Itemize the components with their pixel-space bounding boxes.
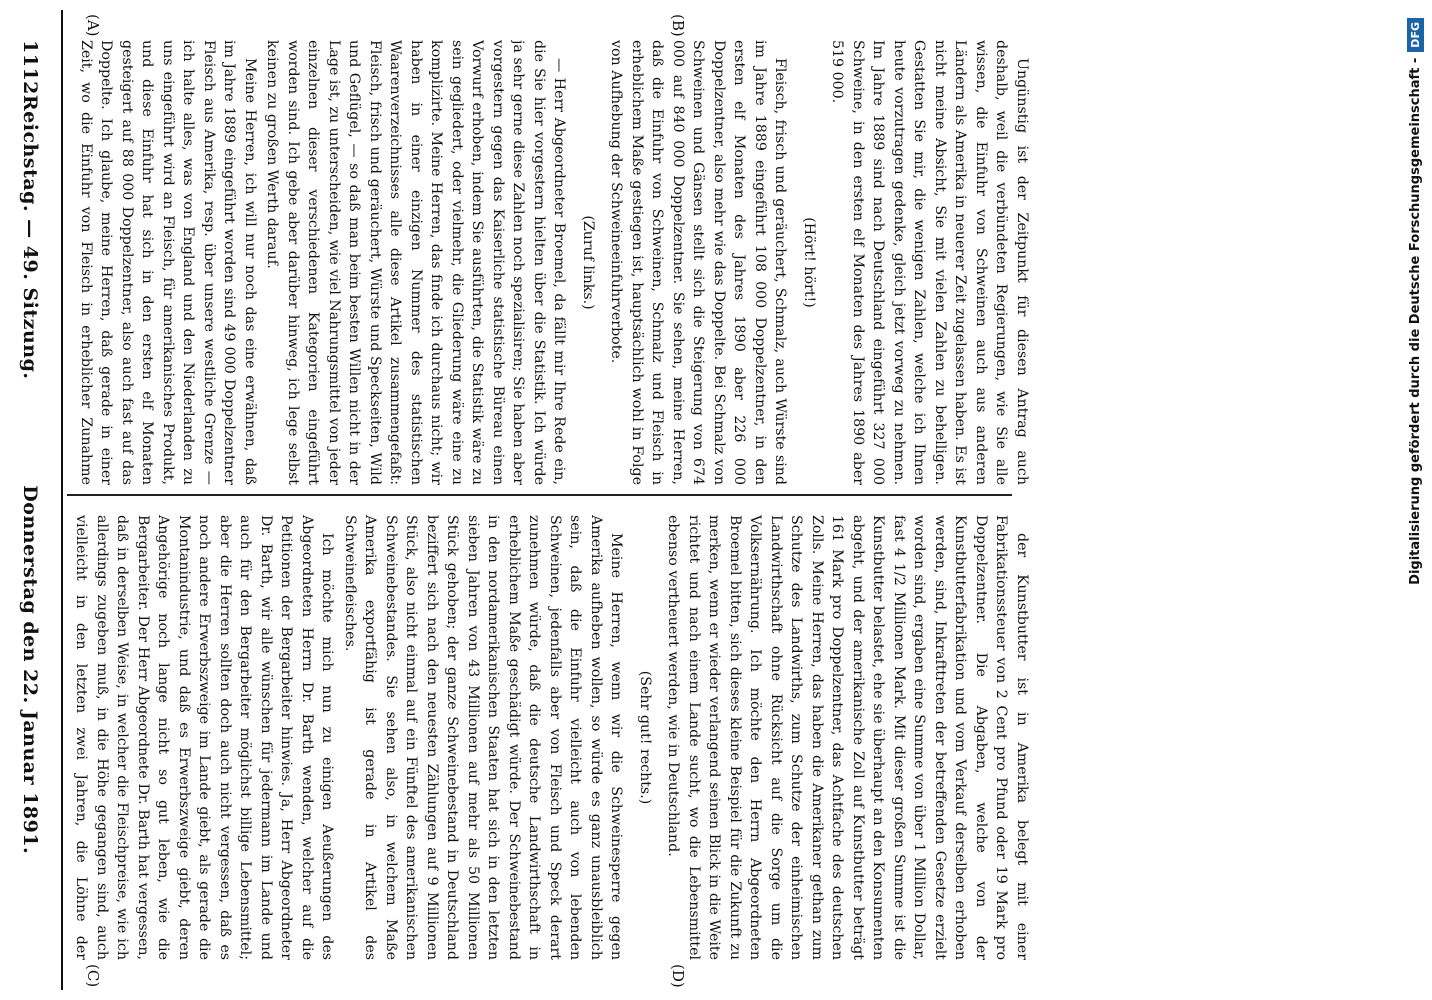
digitization-credit	[1398, 10, 1432, 990]
page-number: 1112	[19, 40, 41, 95]
right-column	[72, 515, 1032, 960]
dfg-logo: DFG	[1407, 18, 1424, 52]
column-divider	[67, 494, 1012, 496]
margin-marker-d: (D)	[669, 964, 687, 988]
interjection: (Zuruf links.)	[580, 215, 596, 310]
paragraph: Fleisch, frisch und geräuchert, Schmalz, auch Würste sind im Jahre 1889 eingeführt 108 000 Doppelzentner, in den ersten elf Monaten des Jahres 1890 aber 226 000 Doppelzentner, also mehr wie das Doppelte. Bei Schmalz von Schweinen und Gänsen stellt sich die Steigerung von 674 000 auf 840 000 Doppelzentner. Sie sehen, meine Herren, daß die Einfuhr von Schweinen, Schmalz und Fleisch in erheblichem Maße gestiegen ist, hauptsächlich wohl in Folge von Aufhebung der Schweineeinfuhrverbote.	[608, 40, 789, 485]
paragraph: Ich möchte mich nun zu einigen Aeußerungen des Abgeordneten Herrn Dr. Barth wenden, welcher auf die Petitionen der Bergarbeiter hinwies. Ja, Herr Abgeordneter Dr. Barth, wir alle wünschen für jedermann im Lande und auch für den Bergarbeiter möglichst billige Lebensmittel; aber die Herren sollten doch auch nicht vergessen, daß es noch andere Erwerbszweige im Lande giebt, als gerade die Montanindustrie, und daß es Erwerbszweige giebt, deren Angehörige noch lange nicht so gut leben, wie die Bergarbeiter. Der Herr Abgeordnete Dr. Barth hat vergessen, daß in derselben Weise, in welcher die Fleischpreise, wie ich allerdings zugeben muß, in die Höhe gegangen sind, auch vielleicht in den letzten zwei Jahren, die Löhne der	[73, 515, 336, 960]
paragraph: Meine Herren, wenn wir die Schweinesperre gegen Amerika aufheben wollen, so würde es ganz unausbleiblich sein, daß die Einfuhr vielleicht auch von lebenden Schweinen, jedenfalls aber von Fleisch und Speck derart zunehmen würde, daß die deutsche Landwirthschaft in erheblichem Maße geschädigt würde. Der Schweinebestand in den nordamerikanischen Staaten hat sich in den letzten sieben Jahren von 43 Millionen auf mehr als 50 Millionen Stück gehoben; der ganze Schweinebestand in Deutschland beziffert sich nach den neuesten Zählungen auf 9 Millionen Stück, also nicht einmal auf ein Fünftel des amerikanischen Schweinebestandes. Sie sehen also, in welchem Maße Amerika exportfähig ist gerade in Artikel des Schweinefleisches.	[342, 515, 625, 960]
margin-marker-a: (A)	[84, 14, 102, 37]
paragraph: — Herr Abgeordneter Broemel, da fällt mir Ihre Rede ein, die Sie hier vorgestern hielten über die Statistik. Ich würde ja sehr gerne diese Zahlen noch spezialisiren; Sie haben aber vorgestern gegen das Kaiserliche statistische Büreau einen Vorwurf erhoben, indem Sie ausführten, die Statistik wäre zu sein gegliedert, oder vielmehr, die Gliederung wäre eine zu komplizirte. Meine Herren, das finde ich durchaus nicht; wir haben in einer einzigen Nummer des statistischen Waarenverzeichnisses alle diese Artikel zusammengefaßt: Fleisch, frisch und geräuchert, Würste und Speckseiten, Wild und Geflügel, — so daß man beim besten Willen nicht in der Lage ist, zu unterscheiden, wie viel Nahrungsmittel von jeder einzelnen dieser verschiedenen Kategorien eingeführt worden sind. Ich gebe aber darüber hinweg, ich lege selbst keinen zu großen Werth darauf.	[264, 40, 568, 485]
paragraph: der Kunstbutter ist in Amerika belegt mit einer Fabrikationssteuer von 2 Cent pro Pfund oder 19 Mark pro Doppelzentner. Die Abgaben, welche von der Kunstbutterfabrikation und vom Verkauf derselben erhoben werden, sind, Inkrafttreten der betreffenden Gesetze erzielt worden sind, ergaben eine Summe von über 1 Million Dollar, fast 4 1/2 Millionen Mark. Mit dieser großen Summe ist die Kunstbutter belastet, ehe sie überhaupt an den Konsumenten abgeht, und der amerikanische Zoll auf Kunstbutter beträgt 161 Mark pro Doppelzentner, das Achtfache des deutschen Zolls. Meine Herren, das haben die Amerikaner gethan zum Schutze des Landwirths, zum Schutze der einheimischen Landwirthschaft ohne Rücksicht auf die Sorge um die Volksernährung. Ich möchte den Herrn Abgeordneten Broemel bitten, sich dieses kleine Beispiel für die Zukunft zu merken, wenn er wieder verlangend seinen Blick in die Weite richtet und nach einem Lande sucht, wo die Lebensmittel ebenso vertheuert werden, wie in Deutschland.	[665, 515, 1030, 960]
paragraph: Meine Herren, ich will nur noch das eine erwähnen, daß im Jahre 1889 eingeführt worden sind 49 000 Doppelzentner Fleisch aus Amerika, resp. über unsere westliche Grenze — ich halte alles, was von England und den Niederlanden zu uns eingeführt wird an Fleisch, für amerikanisches Produkt, und diese Einfuhr hat sich in den ersten elf Monaten gesteigert auf 88 000 Doppelzentner, also auch fast auf das Doppelte. Ich glaube, meine Herren, daß gerade in einer Zeit, wo die Einfuhr von Fleisch in erheblicher Zunahme	[78, 40, 258, 485]
session-date: Donnerstag den 22. Januar 1891.	[19, 485, 41, 855]
interjection: (Hört! hört!)	[801, 217, 817, 308]
margin-marker-b: (B)	[669, 14, 687, 37]
interjection: (Sehr gut! rechts.)	[637, 670, 653, 805]
credit-text: Digitalisierung gefördert durch die Deutsche Forschungsgemeinschaft -	[1407, 57, 1423, 585]
paragraph: Ungünstig ist der Zeitpunkt für diesen Antrag auch deshalb, weil die verbündeten Regierungen, wie Sie alle wissen, die Einfuhr von Schweinen auch aus anderen Ländern als Amerika in neuerer Zeit zugelassen haben. Es ist nicht meine Absicht, Sie mit vielen Zahlen zu behelligen. Gestatten Sie mir, die wenigen Zahlen, welche ich Ihnen heute vorzutragen gedenke, gleich jetzt vorweg zu nehmen. Im Jahre 1889 sind nach Deutschland eingeführt 327 000 Schweine, in den ersten elf Monaten des Jahres 1890 aber 519 000.	[829, 40, 1030, 485]
header-rule	[61, 10, 63, 990]
session-title: Reichstag. — 49. Sitzung.	[19, 94, 41, 380]
running-header	[13, 40, 47, 960]
left-column	[72, 40, 1032, 485]
margin-marker-c: (C)	[84, 964, 102, 988]
